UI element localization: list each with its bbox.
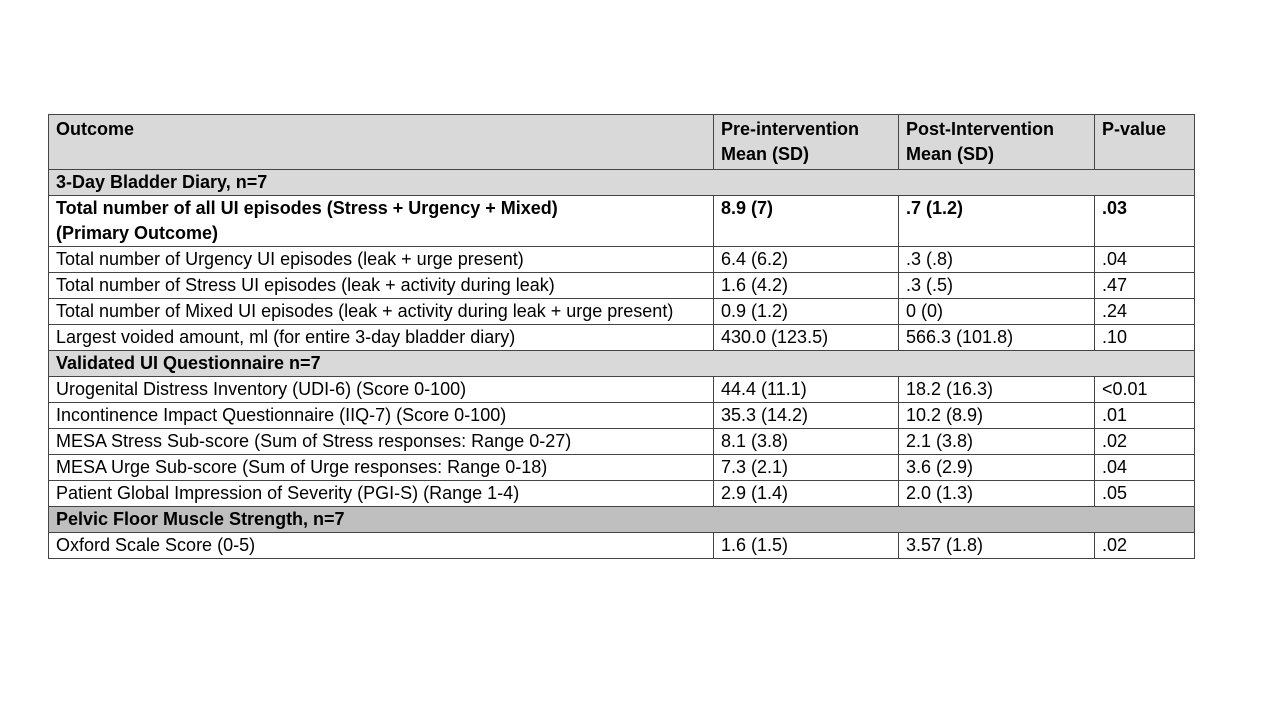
header-pre-line1: Pre-intervention	[721, 119, 860, 139]
table-row	[49, 481, 1195, 507]
header-pre	[714, 115, 899, 170]
table-row	[49, 273, 1195, 299]
header-post	[899, 115, 1095, 170]
table-row	[49, 429, 1195, 455]
post-value: 10.2 (8.9)	[899, 403, 1095, 429]
post-value: 2.0 (1.3)	[899, 481, 1095, 507]
p-value: .01	[1095, 403, 1195, 429]
post-value: .3 (.8)	[899, 247, 1095, 273]
header-pvalue-label: P-value	[1102, 119, 1167, 139]
table-row	[49, 247, 1195, 273]
p-value: .02	[1095, 533, 1195, 559]
p-value: .03	[1095, 196, 1195, 247]
outcome-cell	[49, 196, 714, 247]
header-post-line2: Mean (SD)	[906, 144, 995, 164]
post-value: 2.1 (3.8)	[899, 429, 1095, 455]
pre-value: 1.6 (1.5)	[714, 533, 899, 559]
pre-value: 7.3 (2.1)	[714, 455, 899, 481]
p-value: .04	[1095, 455, 1195, 481]
outcome-cell: Total number of Mixed UI episodes (leak + activity during leak + urge present)	[49, 299, 714, 325]
table-row	[49, 196, 1195, 247]
post-value: 3.57 (1.8)	[899, 533, 1095, 559]
section-title: 3-Day Bladder Diary, n=7	[49, 170, 1195, 196]
section-row-bladder-diary	[49, 170, 1195, 196]
outcome-cell: Incontinence Impact Questionnaire (IIQ-7) (Score 0-100)	[49, 403, 714, 429]
post-value: 566.3 (101.8)	[899, 325, 1095, 351]
pre-value: 0.9 (1.2)	[714, 299, 899, 325]
table-row	[49, 455, 1195, 481]
section-row-pelvic-floor	[49, 507, 1195, 533]
post-value: .3 (.5)	[899, 273, 1095, 299]
p-value: .02	[1095, 429, 1195, 455]
pre-value: 2.9 (1.4)	[714, 481, 899, 507]
p-value: .24	[1095, 299, 1195, 325]
table-row	[49, 403, 1195, 429]
table-row	[49, 325, 1195, 351]
header-post-line1: Post-Intervention	[906, 119, 1055, 139]
post-value: 18.2 (16.3)	[899, 377, 1095, 403]
pre-value: 8.9 (7)	[714, 196, 899, 247]
section-row-questionnaire	[49, 351, 1195, 377]
section-title: Validated UI Questionnaire n=7	[49, 351, 1195, 377]
header-outcome-label: Outcome	[56, 119, 135, 139]
p-value: .47	[1095, 273, 1195, 299]
table-header-row	[49, 115, 1195, 170]
outcome-cell: MESA Urge Sub-score (Sum of Urge responses: Range 0-18)	[49, 455, 714, 481]
pre-value: 430.0 (123.5)	[714, 325, 899, 351]
header-pre-line2: Mean (SD)	[721, 144, 810, 164]
table-row	[49, 377, 1195, 403]
outcome-cell: MESA Stress Sub-score (Sum of Stress responses: Range 0-27)	[49, 429, 714, 455]
header-outcome	[49, 115, 714, 170]
outcome-cell: Patient Global Impression of Severity (PGI-S) (Range 1-4)	[49, 481, 714, 507]
outcome-cell: Oxford Scale Score (0-5)	[49, 533, 714, 559]
post-value: 0 (0)	[899, 299, 1095, 325]
table-row	[49, 299, 1195, 325]
header-pvalue	[1095, 115, 1195, 170]
p-value: .10	[1095, 325, 1195, 351]
pre-value: 1.6 (4.2)	[714, 273, 899, 299]
p-value: .04	[1095, 247, 1195, 273]
outcome-cell: Largest voided amount, ml (for entire 3-day bladder diary)	[49, 325, 714, 351]
outcome-cell: Total number of Urgency UI episodes (leak + urge present)	[49, 247, 714, 273]
pre-value: 35.3 (14.2)	[714, 403, 899, 429]
table-row	[49, 533, 1195, 559]
outcome-cell: Urogenital Distress Inventory (UDI-6) (Score 0-100)	[49, 377, 714, 403]
pre-value: 8.1 (3.8)	[714, 429, 899, 455]
p-value: .05	[1095, 481, 1195, 507]
outcome-cell: Total number of Stress UI episodes (leak + activity during leak)	[49, 273, 714, 299]
post-value: .7 (1.2)	[899, 196, 1095, 247]
outcome-line2: (Primary Outcome)	[56, 223, 219, 243]
pre-value: 6.4 (6.2)	[714, 247, 899, 273]
outcome-line1: Total number of all UI episodes (Stress + Urgency + Mixed)	[56, 198, 558, 218]
p-value: <0.01	[1095, 377, 1195, 403]
pre-value: 44.4 (11.1)	[714, 377, 899, 403]
post-value: 3.6 (2.9)	[899, 455, 1095, 481]
section-title: Pelvic Floor Muscle Strength, n=7	[49, 507, 1195, 533]
results-table	[48, 114, 1195, 559]
